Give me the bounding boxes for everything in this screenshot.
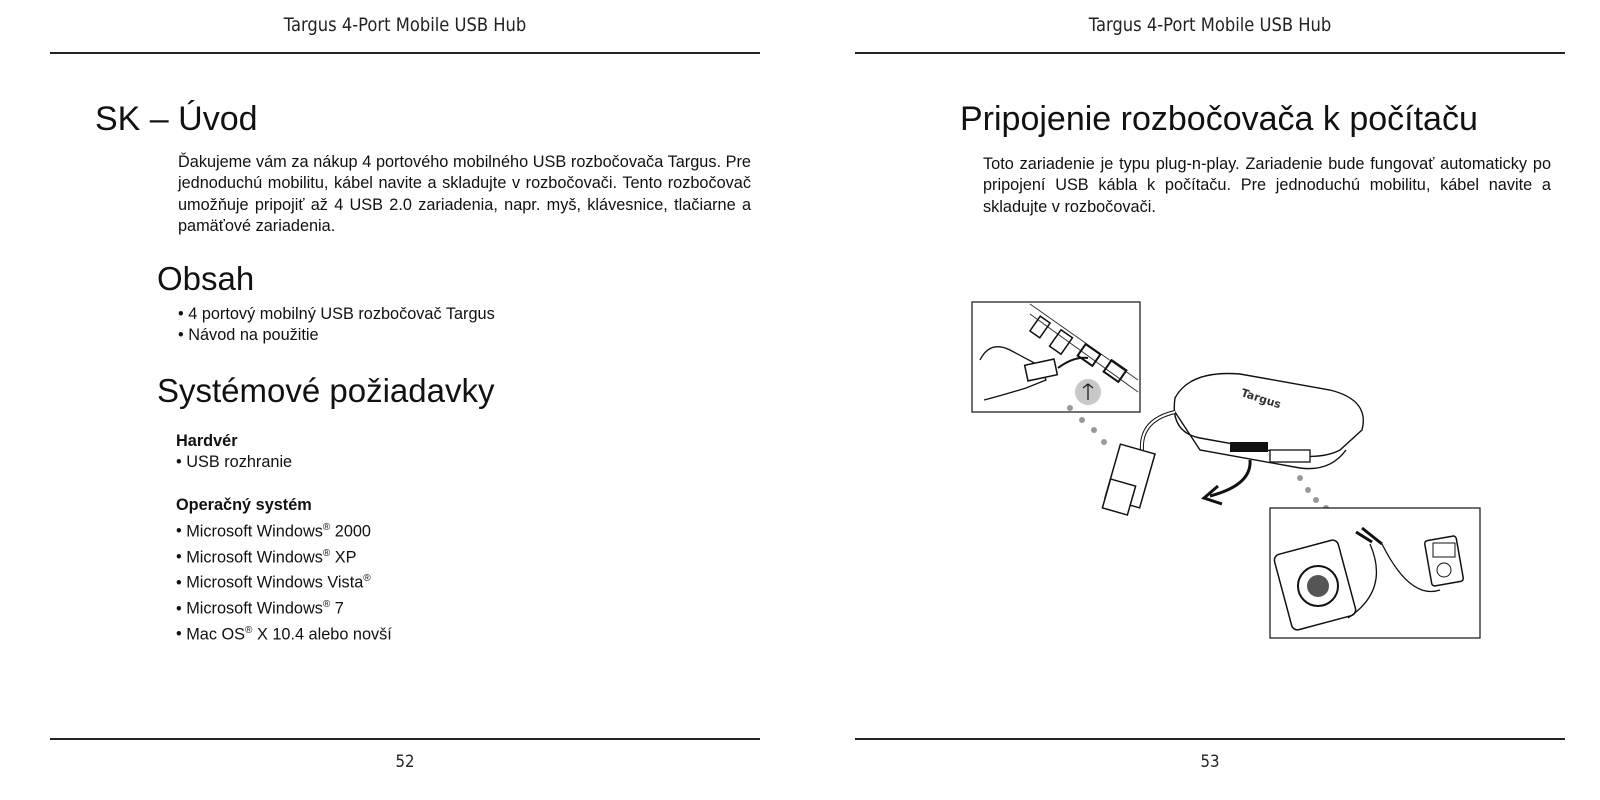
list-item: • Microsoft Windows® 2000: [176, 517, 392, 543]
os-list: [176, 517, 392, 646]
right-page: [800, 0, 1600, 800]
page-number: 52: [395, 752, 415, 772]
list-item: • Microsoft Windows® XP: [176, 543, 392, 569]
hub-connection-illustration: [970, 300, 1485, 660]
fold-arrow: [1210, 460, 1250, 496]
list-item: • Microsoft Windows Vista®: [176, 568, 392, 594]
devices-inset: [1270, 508, 1480, 638]
page-title: SK – Úvod: [95, 100, 258, 138]
laptop-port-inset: [972, 302, 1140, 412]
footer-rule: [50, 738, 760, 740]
page-number: 53: [1200, 752, 1220, 772]
body-paragraph: Toto zariadenie je typu plug-n-play. Zariadenie bude fungovať automaticky po pripojení USB kábla k počítaču. Pre jednoduchú mobilitu, kábel navite a skladujte v rozbočovači.: [983, 155, 1551, 216]
footer-rule: [855, 738, 1565, 740]
list-item: • Návod na použitie: [178, 325, 495, 346]
hub-brand: Targus: [1239, 386, 1283, 412]
list-item: • Mac OS® X 10.4 alebo novší: [176, 620, 392, 646]
page-title: Pripojenie rozbočovača k počítaču: [960, 100, 1478, 138]
running-header: Targus 4-Port Mobile USB Hub: [283, 14, 527, 36]
usb-hub: [1174, 374, 1363, 469]
list-item: • Microsoft Windows® 7: [176, 594, 392, 620]
list-item: • 4 portový mobilný USB rozbočovač Targus: [178, 304, 495, 325]
list-item: • USB rozhranie: [176, 452, 292, 473]
os-label: Operačný systém: [176, 496, 312, 514]
hardware-list: [176, 452, 292, 473]
header-rule: [50, 52, 760, 54]
usb-cable: [1102, 412, 1175, 515]
running-header: Targus 4-Port Mobile USB Hub: [1088, 14, 1332, 36]
header-rule: [855, 52, 1565, 54]
intro-paragraph: Ďakujeme vám za nákup 4 portového mobilného USB rozbočovača Targus. Pre jednoduchú mobilitu, kábel navite a skladujte v rozbočovači. Tento rozbočovač umožňuje pripojiť až 4 USB 2.0 zariadenia, napr. myš, klávesnice, tlačiarne a pamäťové zariadenia.: [178, 153, 751, 235]
requirements-heading: Systémové požiadavky: [157, 372, 495, 409]
contents-heading: Obsah: [157, 260, 255, 297]
contents-list: [178, 304, 495, 347]
hardware-label: Hardvér: [176, 432, 238, 450]
